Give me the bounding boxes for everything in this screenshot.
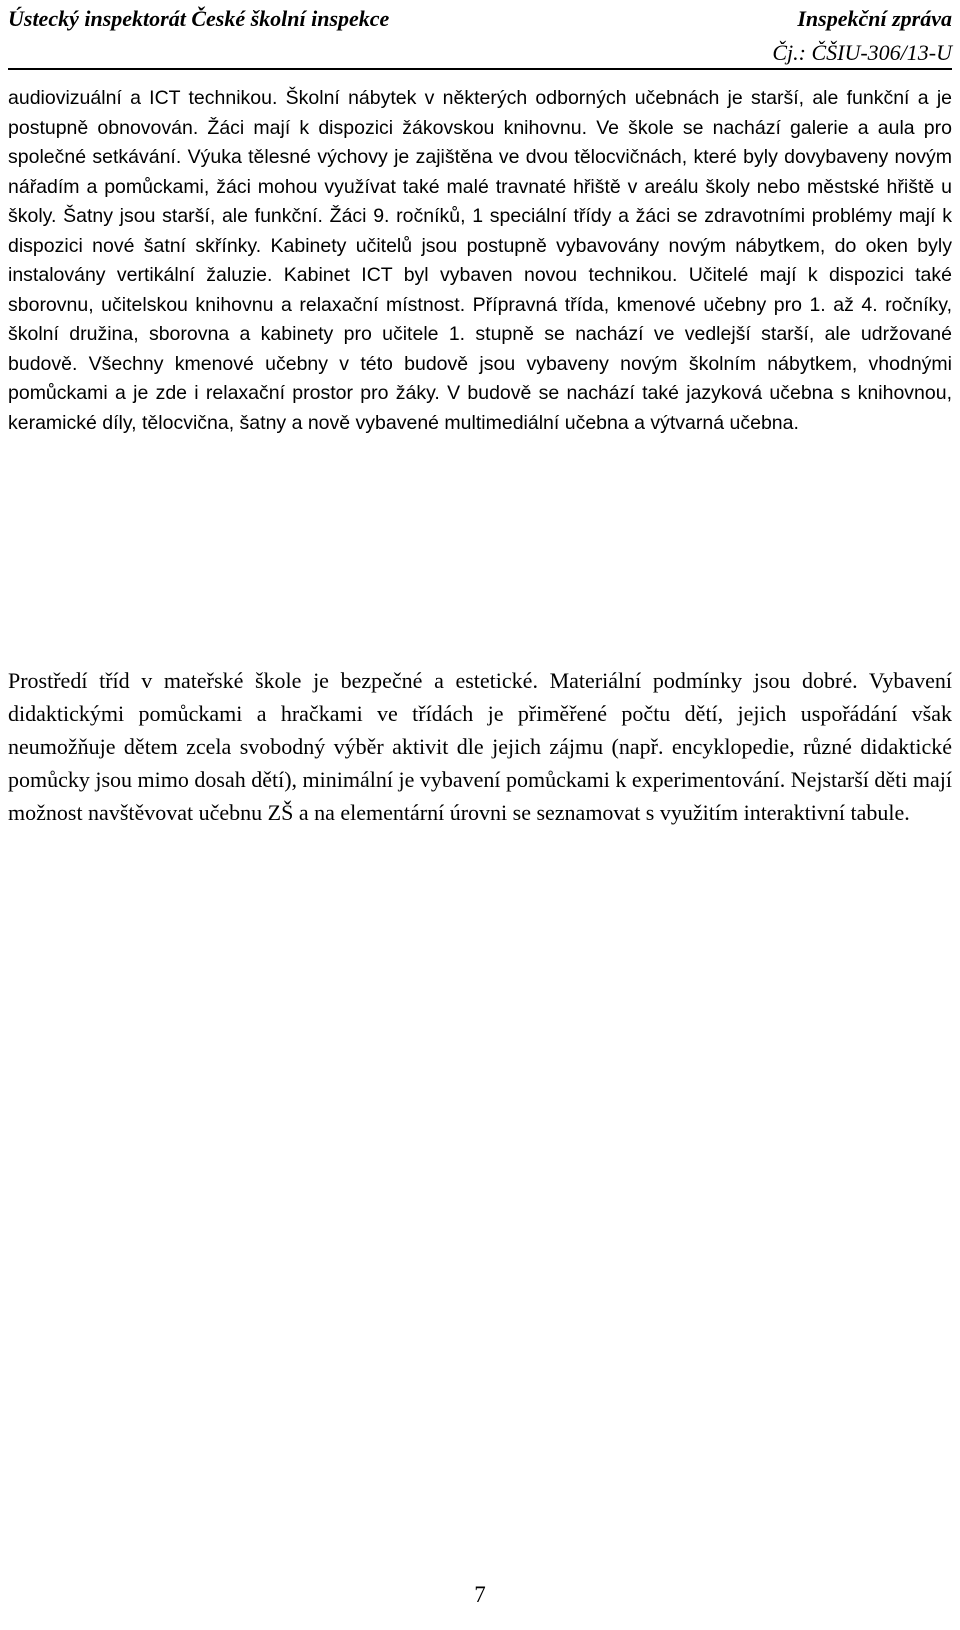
inspectorate-name: Ústecký inspektorát České školní inspekce [8, 6, 390, 31]
page-header [8, 0, 952, 70]
body-paragraph-facilities: audiovizuální a ICT technikou. Školní nábytek v některých odborných učebnách je starší, ale funkční a je postupně obnovován. Žáci mají k dispozici žákovskou knihovnu. Ve škole se nachází galerie a aula pro společné setkávání. Výuka tělesné výchovy je zajištěna ve dvou tělocvičnách, které byly dovybaveny novým nářadím a pomůckami, žáci mohou využívat také malé travnaté hřiště v areálu školy nebo městské hřiště u školy. Šatny jsou starší, ale funkční. Žáci 9. ročníků, 1 speciální třídy a žáci se zdravotními problémy mají k dispozici nové šatní skřínky. Kabinety učitelů jsou postupně vybavovány novým nábytkem, do oken byly instalovány vertikální žaluzie. Kabinet ICT byl vybaven novou technikou. Učitelé mají k dispozici také sborovnu, učitelskou knihovnu a relaxační místnost. Přípravná třída, kmenové učebny pro 1. až 4. ročníky, školní družina, sborovna a kabinety pro učitele 1. stupně se nachází ve vedlejší starší, ale udržované budově. Všechny kmenové učebny v této budově jsou vybaveny novým školním nábytkem, vhodnými pomůckami a je zde i relaxační prostor pro žáky. V budově se nachází také jazyková učebna s knihovnou, keramické díly, tělocvična, šatny a nově vybavené multimediální učebna a výtvarná učebna. [8, 87, 952, 434]
report-title: Inspekční zpráva [797, 6, 952, 31]
reference-number: Čj.: ČŠIU-306/13-U [772, 40, 952, 65]
page-number: 7 [474, 1582, 486, 1607]
report-heading [772, 2, 952, 70]
body-paragraph-kindergarten: Prostředí tříd v mateřské škole je bezpečné a estetické. Materiální podmínky jsou dobré. Vybavení didaktickými pomůckami a hračkami ve třídách je přiměřené počtu dětí, jejich uspořádání však neumožňuje dětem zcela svobodný výběr aktivit dle jejich zájmu (např. encyklopedie, různé didaktické pomůcky jsou mimo dosah dětí), minimální je vybavení pomůckami k experimentování. Nejstarší děti mají možnost navštěvovat učebnu ZŠ a na elementární úrovni se seznamovat s využitím interaktivní tabule. [8, 668, 952, 825]
